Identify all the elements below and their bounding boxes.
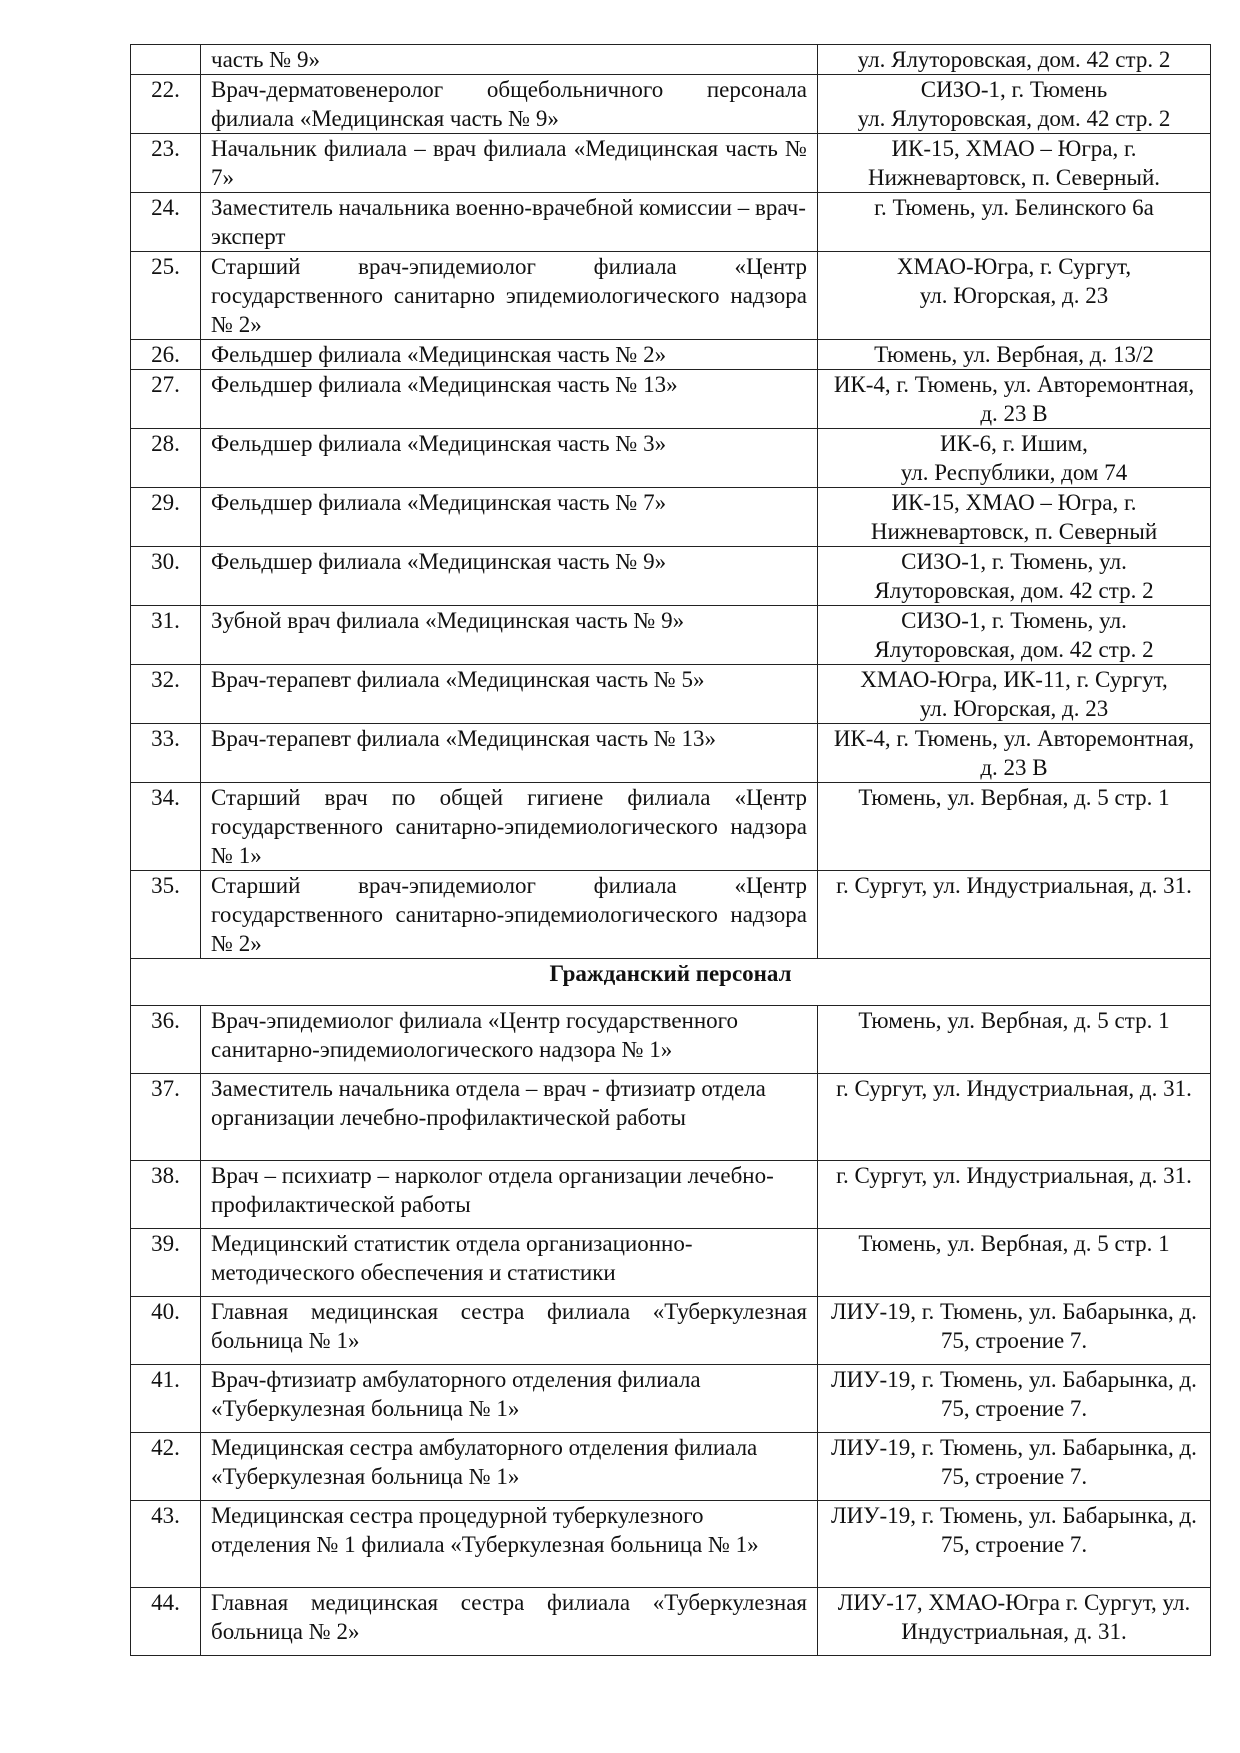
table-row — [131, 1588, 1211, 1656]
position-title: Медицинская сестра процедурной туберкулезного отделения № 1 филиала «Туберкулезная больница № 1» — [201, 1501, 818, 1588]
address-cell — [818, 75, 1211, 134]
row-number: 29. — [131, 488, 201, 547]
address-line: ХМАО-Югра, ИК-11, г. Сургут, — [860, 667, 1168, 692]
address-line: ЛИУ-19, г. Тюмень, ул. Бабарынка, д. 75, строение 7. — [831, 1367, 1197, 1421]
row-number — [131, 45, 201, 75]
row-number: 35. — [131, 871, 201, 959]
position-title: Начальник филиала – врач филиала «Медицинская часть № 7» — [201, 134, 818, 193]
address-line: ул. Югорская, д. 23 — [919, 283, 1109, 308]
address-line: ЛИУ-17, ХМАО-Югра г. Сургут, ул. Индустриальная, д. 31. — [837, 1590, 1191, 1644]
section-row — [131, 959, 1211, 1006]
table-row — [131, 1229, 1211, 1297]
position-title: Фельдшер филиала «Медицинская часть № 13» — [201, 370, 818, 429]
row-number: 32. — [131, 665, 201, 724]
positions-table — [130, 44, 1211, 1656]
address-line: г. Сургут, ул. Индустриальная, д. 31. — [836, 1076, 1192, 1101]
address-line: ИК-4, г. Тюмень, ул. Авторемонтная, д. 23 В — [833, 372, 1195, 426]
address-cell — [818, 724, 1211, 783]
row-number: 25. — [131, 252, 201, 340]
table-row — [131, 665, 1211, 724]
position-title: Врач-фтизиатр амбулаторного отделения филиала «Туберкулезная больница № 1» — [201, 1365, 818, 1433]
table-row — [131, 1006, 1211, 1074]
address-cell — [818, 547, 1211, 606]
address-line: г. Тюмень, ул. Белинского 6а — [874, 195, 1154, 220]
position-title: Врач-терапевт филиала «Медицинская часть № 5» — [201, 665, 818, 724]
position-title: Старший врач по общей гигиене филиала «Центр государственного санитарно-эпидемиологического надзора № 1» — [201, 783, 818, 871]
address-cell — [818, 134, 1211, 193]
address-cell — [818, 1588, 1211, 1656]
positions-table-body — [131, 45, 1211, 959]
address-cell — [818, 1501, 1211, 1588]
address-cell — [818, 1161, 1211, 1229]
row-number: 30. — [131, 547, 201, 606]
address-line: Тюмень, ул. Вербная, д. 13/2 — [874, 342, 1154, 367]
address-line: ЛИУ-19, г. Тюмень, ул. Бабарынка, д. 75, строение 7. — [831, 1503, 1197, 1557]
address-cell — [818, 665, 1211, 724]
address-line: ИК-6, г. Ишим, — [940, 431, 1088, 456]
table-row — [131, 1161, 1211, 1229]
table-row — [131, 1433, 1211, 1501]
row-number: 39. — [131, 1229, 201, 1297]
position-title: Врач – психиатр – нарколог отдела организации лечебно-профилактической работы — [201, 1161, 818, 1229]
table-row — [131, 370, 1211, 429]
position-title: Старший врач-эпидемиолог филиала «Центр государственного санитарно эпидемиологического надзора № 2» — [201, 252, 818, 340]
table-row — [131, 1365, 1211, 1433]
address-cell — [818, 1229, 1211, 1297]
table-row — [131, 134, 1211, 193]
row-number: 26. — [131, 340, 201, 370]
address-cell — [818, 45, 1211, 75]
table-row — [131, 783, 1211, 871]
address-line: СИЗО-1, г. Тюмень, ул. Ялуторовская, дом. 42 стр. 2 — [874, 608, 1154, 662]
position-title: Главная медицинская сестра филиала «Туберкулезная больница № 1» — [201, 1297, 818, 1365]
address-cell — [818, 783, 1211, 871]
row-number: 27. — [131, 370, 201, 429]
document-page — [130, 44, 1210, 1656]
address-line: Тюмень, ул. Вербная, д. 5 стр. 1 — [858, 785, 1170, 810]
address-line: СИЗО-1, г. Тюмень, ул. Ялуторовская, дом. 42 стр. 2 — [874, 549, 1154, 603]
row-number: 33. — [131, 724, 201, 783]
address-cell — [818, 1006, 1211, 1074]
address-cell — [818, 370, 1211, 429]
address-cell — [818, 429, 1211, 488]
table-row — [131, 606, 1211, 665]
row-number: 38. — [131, 1161, 201, 1229]
address-cell — [818, 488, 1211, 547]
row-number: 41. — [131, 1365, 201, 1433]
row-number: 44. — [131, 1588, 201, 1656]
address-line: ул. Югорская, д. 23 — [919, 696, 1109, 721]
address-cell — [818, 1074, 1211, 1161]
row-number: 43. — [131, 1501, 201, 1588]
address-cell — [818, 252, 1211, 340]
row-number: 37. — [131, 1074, 201, 1161]
row-number: 42. — [131, 1433, 201, 1501]
address-line: ул. Ялуторовская, дом. 42 стр. 2 — [857, 106, 1171, 131]
table-row — [131, 193, 1211, 252]
address-line: Тюмень, ул. Вербная, д. 5 стр. 1 — [858, 1008, 1170, 1033]
address-line: ул. Республики, дом 74 — [900, 460, 1128, 485]
section-title: Гражданский персонал — [131, 959, 1211, 1006]
address-line: ЛИУ-19, г. Тюмень, ул. Бабарынка, д. 75, строение 7. — [831, 1435, 1197, 1489]
table-row — [131, 547, 1211, 606]
table-row — [131, 1297, 1211, 1365]
section-header-group — [131, 959, 1211, 1006]
address-line: СИЗО-1, г. Тюмень — [920, 77, 1108, 102]
table-row — [131, 75, 1211, 134]
address-cell — [818, 606, 1211, 665]
position-title: Заместитель начальника отдела – врач - фтизиатр отдела организации лечебно-профилактической работы — [201, 1074, 818, 1161]
address-line: ИК-15, ХМАО – Югра, г. Нижневартовск, п. Северный. — [867, 136, 1161, 190]
position-title: Фельдшер филиала «Медицинская часть № 7» — [201, 488, 818, 547]
address-line: ул. Ялуторовская, дом. 42 стр. 2 — [857, 47, 1171, 72]
position-title: Фельдшер филиала «Медицинская часть № 2» — [201, 340, 818, 370]
position-title: Главная медицинская сестра филиала «Туберкулезная больница № 2» — [201, 1588, 818, 1656]
address-line: ЛИУ-19, г. Тюмень, ул. Бабарынка, д. 75, строение 7. — [831, 1299, 1197, 1353]
row-number: 28. — [131, 429, 201, 488]
address-cell — [818, 871, 1211, 959]
table-row — [131, 429, 1211, 488]
address-line: г. Сургут, ул. Индустриальная, д. 31. — [836, 873, 1192, 898]
position-title: Зубной врач филиала «Медицинская часть № 9» — [201, 606, 818, 665]
civil-positions-table-body — [131, 1006, 1211, 1656]
position-title: Заместитель начальника военно-врачебной комиссии – врач-эксперт — [201, 193, 818, 252]
row-number: 22. — [131, 75, 201, 134]
position-title: Старший врач-эпидемиолог филиала «Центр государственного санитарно-эпидемиологического надзора № 2» — [201, 871, 818, 959]
table-row — [131, 252, 1211, 340]
table-row — [131, 871, 1211, 959]
position-title: Медицинский статистик отдела организационно-методического обеспечения и статистики — [201, 1229, 818, 1297]
row-number: 36. — [131, 1006, 201, 1074]
address-cell — [818, 1433, 1211, 1501]
table-row — [131, 488, 1211, 547]
row-number: 23. — [131, 134, 201, 193]
table-row — [131, 340, 1211, 370]
table-row — [131, 724, 1211, 783]
position-title: Врач-терапевт филиала «Медицинская часть № 13» — [201, 724, 818, 783]
address-line: ХМАО-Югра, г. Сургут, — [896, 254, 1132, 279]
row-number: 34. — [131, 783, 201, 871]
address-cell — [818, 1365, 1211, 1433]
table-row — [131, 45, 1211, 75]
address-line: ИК-4, г. Тюмень, ул. Авторемонтная, д. 23 В — [833, 726, 1195, 780]
row-number: 31. — [131, 606, 201, 665]
table-row — [131, 1074, 1211, 1161]
position-title: Фельдшер филиала «Медицинская часть № 9» — [201, 547, 818, 606]
position-title: Фельдшер филиала «Медицинская часть № 3» — [201, 429, 818, 488]
row-number: 40. — [131, 1297, 201, 1365]
position-title: часть № 9» — [201, 45, 818, 75]
position-title: Медицинская сестра амбулаторного отделения филиала «Туберкулезная больница № 1» — [201, 1433, 818, 1501]
address-line: Тюмень, ул. Вербная, д. 5 стр. 1 — [858, 1231, 1170, 1256]
position-title: Врач-дерматовенеролог общебольничного персонала филиала «Медицинская часть № 9» — [201, 75, 818, 134]
address-cell — [818, 1297, 1211, 1365]
position-title: Врач-эпидемиолог филиала «Центр государственного санитарно-эпидемиологического надзора № 1» — [201, 1006, 818, 1074]
address-line: г. Сургут, ул. Индустриальная, д. 31. — [836, 1163, 1192, 1188]
address-cell — [818, 193, 1211, 252]
address-line: ИК-15, ХМАО – Югра, г. Нижневартовск, п. Северный — [870, 490, 1158, 544]
row-number: 24. — [131, 193, 201, 252]
table-row — [131, 1501, 1211, 1588]
address-cell — [818, 340, 1211, 370]
